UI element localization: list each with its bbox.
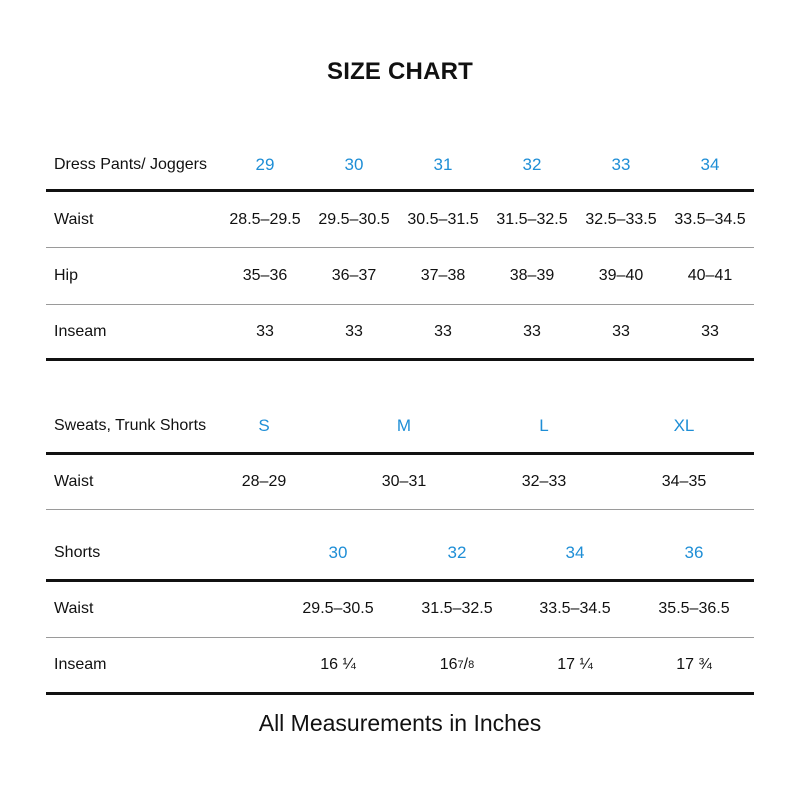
divider bbox=[46, 358, 754, 361]
table1-size: 33 bbox=[611, 155, 631, 174]
table-row bbox=[46, 192, 754, 247]
row-label: Inseam bbox=[54, 323, 107, 340]
row-label: Waist bbox=[54, 600, 94, 617]
table-cell: 33 bbox=[612, 323, 630, 340]
table-cell: 33 bbox=[434, 323, 452, 340]
table-row bbox=[46, 582, 754, 636]
table3-size: 36 bbox=[684, 543, 704, 562]
table-cell: 33.5–34.5 bbox=[674, 210, 746, 228]
table-row bbox=[46, 638, 754, 692]
table1-size: 32 bbox=[522, 155, 542, 174]
table-cell: 33 bbox=[701, 323, 719, 340]
table-row bbox=[46, 455, 754, 508]
table1-size: 34 bbox=[700, 155, 720, 174]
table-cell: 30–31 bbox=[381, 472, 427, 490]
table3-heading: Shorts bbox=[54, 544, 101, 561]
page-title: SIZE CHART bbox=[327, 58, 473, 85]
table1-heading: Dress Pants/ Joggers bbox=[54, 156, 207, 173]
table3-header-row bbox=[46, 530, 754, 576]
row-label: Hip bbox=[54, 267, 79, 284]
table-cell: 32–33 bbox=[521, 472, 567, 490]
table-cell: 28.5–29.5 bbox=[229, 210, 301, 228]
table-cell: 16 7 / 8 bbox=[439, 656, 475, 673]
table-row bbox=[46, 305, 754, 359]
table-cell: 29.5–30.5 bbox=[318, 210, 390, 228]
table1-size: 31 bbox=[433, 155, 453, 174]
table-cell: 16 ¼ bbox=[320, 656, 356, 673]
row-label: Waist bbox=[54, 210, 94, 228]
table2-size: S bbox=[258, 416, 270, 435]
table2-size: L bbox=[539, 416, 549, 435]
row-label: Inseam bbox=[54, 656, 107, 673]
table-cell: 17 ¼ bbox=[557, 656, 593, 673]
table-cell: 28–29 bbox=[241, 472, 287, 490]
footer-note: All Measurements in Inches bbox=[258, 710, 542, 736]
table-cell: 38–39 bbox=[509, 267, 555, 284]
table-cell: 34–35 bbox=[661, 472, 707, 490]
table1-size: 30 bbox=[344, 155, 364, 174]
table-cell: 31.5–32.5 bbox=[496, 210, 568, 228]
table1-size: 29 bbox=[255, 155, 275, 174]
table2-heading: Sweats, Trunk Shorts bbox=[54, 417, 207, 434]
table-cell: 40–41 bbox=[687, 267, 733, 284]
table-cell: 33 bbox=[345, 323, 363, 340]
row-label: Waist bbox=[54, 472, 94, 490]
table-cell: 31.5–32.5 bbox=[421, 600, 493, 617]
table-cell: 33 bbox=[256, 323, 274, 340]
table-row bbox=[46, 248, 754, 304]
table-cell: 37–38 bbox=[420, 267, 466, 284]
table2-header-row bbox=[46, 402, 754, 450]
table-cell: 30.5–31.5 bbox=[407, 210, 479, 228]
table3-size: 32 bbox=[447, 543, 467, 562]
table-cell: 33 bbox=[523, 323, 541, 340]
table3-size: 30 bbox=[328, 543, 348, 562]
table-cell: 29.5–30.5 bbox=[302, 600, 374, 617]
table-cell: 17 ¾ bbox=[676, 656, 712, 673]
table-cell: 36–37 bbox=[331, 267, 377, 284]
table2-size: M bbox=[396, 416, 412, 435]
table-cell: 33.5–34.5 bbox=[539, 600, 611, 617]
table2-size: XL bbox=[673, 416, 695, 435]
divider bbox=[46, 509, 754, 510]
table-cell: 39–40 bbox=[598, 267, 644, 284]
table-cell: 32.5–33.5 bbox=[585, 210, 657, 228]
table-cell: 35–36 bbox=[242, 267, 288, 284]
divider bbox=[46, 692, 754, 695]
table1-header-row bbox=[46, 140, 754, 190]
table3-size: 34 bbox=[565, 543, 585, 562]
table-cell: 35.5–36.5 bbox=[658, 600, 730, 617]
